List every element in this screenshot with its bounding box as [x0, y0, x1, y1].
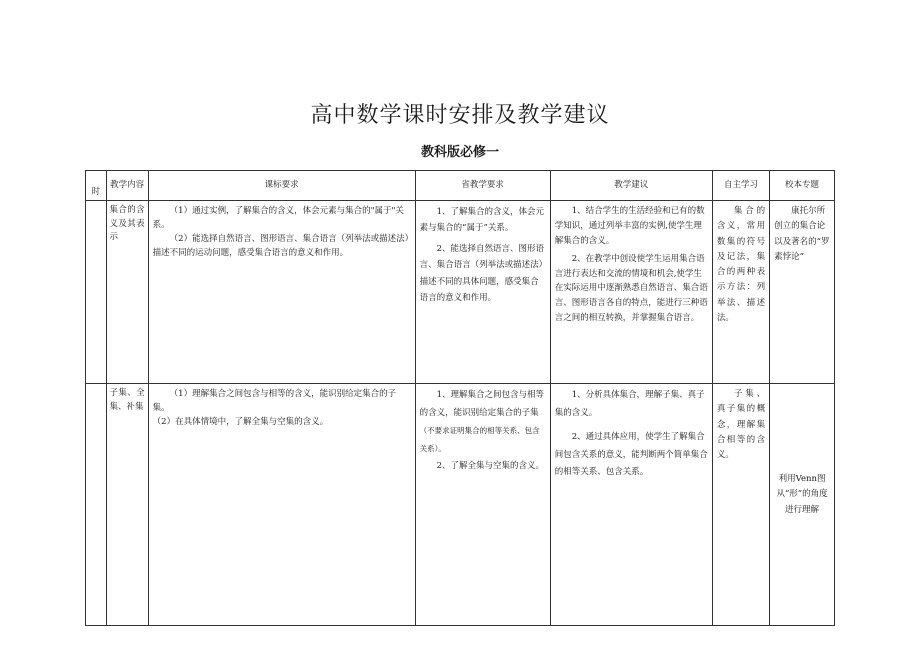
self-study-cell: [712, 384, 769, 626]
page-subtitle: 教科版必修一: [420, 145, 499, 160]
province-cell: [415, 384, 550, 626]
header-province: 省教学要求: [415, 171, 550, 201]
standard-cell: [148, 384, 415, 626]
suggestion-item: 1、分析具体集合，理解子集、真子集的含义。: [554, 390, 705, 418]
topic-cell: 集合的含义及其表示: [106, 201, 148, 384]
province-note: （不要求证明集合的相等关系、包含关系）。: [419, 425, 540, 453]
school-text: 康托尔所创立的集合论以及著名的“罗素悖论”: [774, 206, 830, 262]
province-item: 1、了解集合的含义，体会元素与集合的“属于”关系。: [419, 207, 545, 234]
province-item-text: 1、理解集合之间包含与相等的含义，能识别给定集合的子集: [419, 390, 545, 418]
school-cell: [770, 384, 835, 626]
standard-item: （2）在具体情境中，了解全集与空集的含义。: [152, 417, 329, 428]
header-standard: 课标要求: [148, 171, 415, 201]
suggestion-item: 2、在教学中创设使学生运用集合语言进行表达和交流的情境和机会,使学生在实际运用中逐渐熟悉自然语言、集合语言、图形语言各自的特点，能进行三种语言之间的相互转换，并掌握集合语言。: [554, 253, 708, 324]
province-item: [420, 387, 546, 458]
school-text: 利用Venn图从“形”的角度进行理解: [776, 474, 828, 515]
header-suggestion: 教学建议: [550, 171, 712, 201]
table-row: [86, 201, 835, 384]
topic-cell: 子集、全集、补集: [106, 384, 148, 626]
time-cell: [86, 384, 107, 626]
province-item: 2、了解全集与空集的含义。: [436, 461, 545, 472]
lesson-plan-table: [85, 170, 835, 626]
table-row: [86, 384, 835, 626]
suggestion-item: 1、结合学生的生活经验和已有的数学知识，通过列举丰富的实例,使学生理解集合的含义。: [554, 206, 705, 246]
self-study-cell: [712, 201, 769, 384]
header-school: 校本专题: [770, 171, 835, 201]
header-topic: 教学内容: [106, 171, 148, 201]
header-self-study: 自主学习: [712, 171, 769, 201]
time-cell: [86, 201, 107, 384]
header-time: 时: [86, 171, 107, 201]
self-study-text: 子集、真子集的概念，理解集合相等的含义。: [716, 389, 766, 461]
table-header-row: [86, 171, 835, 201]
province-cell: [415, 201, 550, 384]
self-study-text: 集合的含义，常用数集的符号及记法，集合的两种表示方法：列举法、描述法。: [716, 206, 766, 324]
province-item: 2、能选择自然语言、图形语言、集合语言（列举法或描述法）描述不同的具体问题，感受集合语言的意义和作用。: [419, 244, 545, 303]
suggestion-cell: [550, 201, 712, 384]
standard-item: （2）能选择自然语言、图形语言、集合语言（列举法或描述法）描述不同的运动问题，感受集合语言的意义和作用。: [152, 234, 409, 259]
standard-item: （1）理解集合之间包含与相等的含义，能识别给定集合的子集。: [152, 389, 397, 414]
suggestion-item: 2、通过具体应用，使学生了解集合间包含关系的意义，能判断两个简单集合的相等关系、包含关系。: [554, 431, 708, 478]
suggestion-cell: [550, 384, 712, 626]
standard-cell: [148, 201, 415, 384]
school-cell: [770, 201, 835, 384]
standard-item: （1）通过实例，了解集合的含义，体会元素与集合的"属于"关系。: [152, 206, 404, 231]
page-title: 高中数学课时安排及教学建议: [310, 103, 610, 128]
